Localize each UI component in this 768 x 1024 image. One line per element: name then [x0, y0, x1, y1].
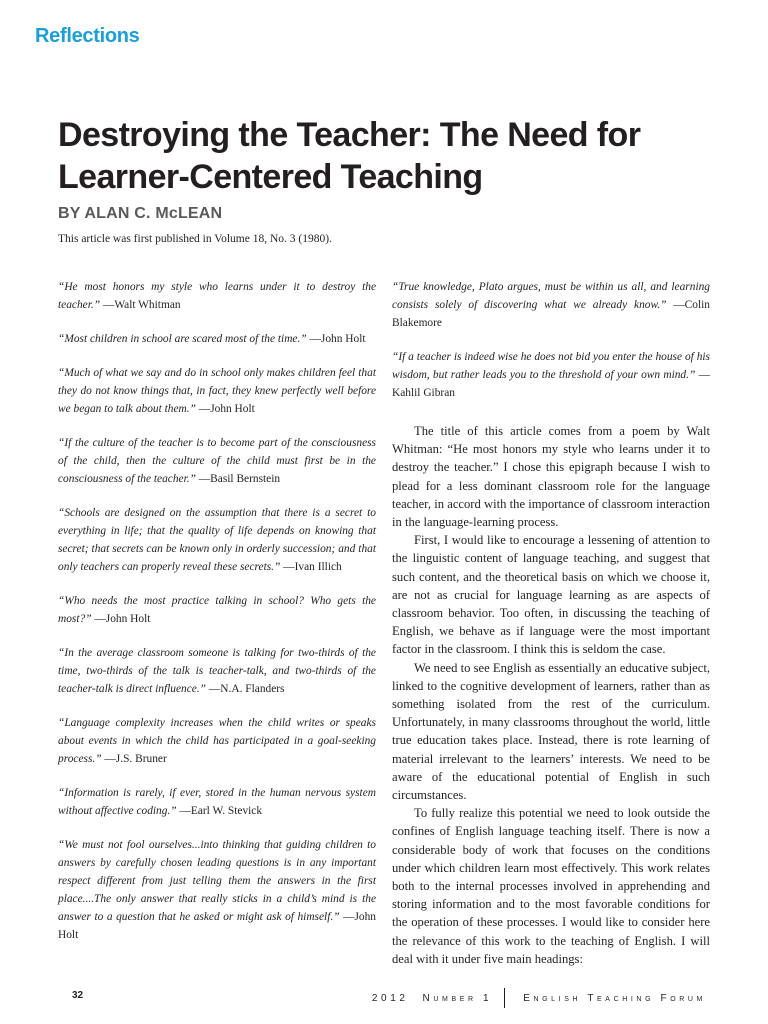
epigraph: [58, 364, 376, 418]
epigraph-attribution: —John Holt: [195, 403, 255, 415]
body-paragraph: First, I would like to encourage a lessening of attention to the linguistic content of language teaching, and suggest that such content, and the theoretical basis on which we choose it, are not as crucial for language learning as are aspects of classroom behavior. Too often, in discussing the teaching of English, we behave as if language were the most important factor in the classroom. I think this is seldom the case.: [392, 533, 710, 657]
epigraph: [58, 714, 376, 768]
epigraph-text: “True knowledge, Plato argues, must be within us all, and learning consists solely of discovering what we already know.”: [392, 281, 710, 311]
epigraph-attribution: —John Holt: [58, 911, 376, 941]
epigraph-text: “If the culture of the teacher is to become part of the consciousness of the child, then the culture of the child must first be in the consciousness of the teacher.”: [58, 437, 376, 485]
epigraph: [58, 434, 376, 488]
epigraph-attribution: —Kahlil Gibran: [392, 369, 710, 399]
epigraph-attribution: —Ivan Illich: [280, 561, 342, 573]
epigraph-attribution: —Basil Bernstein: [195, 473, 281, 485]
footer-divider: [504, 988, 505, 1008]
epigraph-attribution: —Walt Whitman: [100, 299, 181, 311]
left-column: [58, 278, 376, 960]
epigraph-text: “Much of what we say and do in school only makes children feel that they do not know things that, in fact, they knew perfectly well before we began to talk about them.”: [58, 367, 376, 415]
byline: BY ALAN C. McLEAN: [58, 205, 223, 222]
page-number: 32: [72, 990, 84, 1001]
epigraph-text: “In the average classroom someone is talking for two-thirds of the time, two-thirds of the talk is teacher-talk, and two-thirds of the teacher-talk is direct influence.”: [58, 647, 376, 695]
epigraph-text: “Information is rarely, if ever, stored in the human nervous system without affective coding.”: [58, 787, 376, 817]
epigraph: [58, 592, 376, 628]
body-paragraph: The title of this article comes from a poem by Walt Whitman: “He most honors my style who learns under it to destroy the teacher.” I chose this epigraph because I wish to plead for a less dominant classroom role for the language teacher, in accord with the importance of classroom interaction in the language-learning process.: [392, 424, 710, 530]
article-title: Destroying the Teacher: The Need for Learner-Centered Teaching: [58, 116, 641, 196]
epigraph-attribution: —John Holt: [91, 613, 151, 625]
epigraph: [392, 348, 710, 402]
footer-journal: English Teaching Forum: [523, 992, 706, 1004]
epigraph-attribution: —Earl W. Stevick: [176, 805, 263, 817]
epigraph: [392, 278, 710, 332]
publication-note: This article was first published in Volume 18, No. 3 (1980).: [58, 233, 332, 245]
epigraph-attribution: —N.A. Flanders: [206, 683, 285, 695]
epigraph-text: “Who needs the most practice talking in school? Who gets the most?”: [58, 595, 376, 625]
section-label: Reflections: [35, 25, 140, 47]
article-body: [392, 422, 710, 968]
epigraph-text: “He most honors my style who learns under it to destroy the teacher.”: [58, 281, 376, 311]
epigraph: [58, 836, 376, 944]
epigraph-text: “Most children in school are scared most of the time.”: [58, 333, 307, 345]
epigraph-text: “We must not fool ourselves...into thinking that guiding children to answers by carefully chosen leading questions is in any important respect different from just telling them the answers in the first place....The only answer that really sticks in a child’s mind is the answer to a question that he asked or might ask of himself.”: [58, 839, 376, 923]
footer-publication-info: [372, 988, 706, 1008]
page-footer: [0, 990, 768, 1020]
right-column: [392, 278, 710, 968]
epigraph-text: “If a teacher is indeed wise he does not bid you enter the house of his wisdom, but rather leads you to the threshold of your own mind.”: [392, 351, 710, 381]
footer-year: 2012: [371, 992, 409, 1004]
body-paragraph: We need to see English as essentially an educative subject, linked to the cognitive development of learners, rather than as something isolated from the rest of the curriculum. Unfortunately, in many classrooms throughout the world, little true education takes place. Instead, there is rote learning of material irrelevant to the learners’ interests. We need to be aware of the educational potential of English in such circumstances.: [392, 660, 710, 803]
epigraph-text: “Schools are designed on the assumption that there is a secret to everything in life; that the quality of life depends on knowing that secret; that secrets can be known only in orderly succession; and that only teachers can properly reveal these secrets.”: [58, 507, 376, 573]
epigraph-attribution: —Colin Blakemore: [392, 299, 710, 329]
epigraph: [58, 504, 376, 576]
epigraph: [58, 330, 376, 348]
epigraph-attribution: —John Holt: [306, 333, 366, 345]
footer-issue: Number 1: [422, 992, 493, 1004]
epigraph: [58, 278, 376, 314]
epigraph-attribution: —J.S. Bruner: [101, 753, 167, 765]
epigraph: [58, 644, 376, 698]
epigraph-text: “Language complexity increases when the child writes or speaks about events in which the child has participated in a goal-seeking process.”: [58, 717, 376, 765]
epigraph: [58, 784, 376, 820]
body-paragraph: To fully realize this potential we need to look outside the confines of English language teaching itself. There is now a considerable body of work that focuses on the conditions under which children learn most effectively. This work relates both to the internal processes involved in apprehending and storing information and to the most favorable conditions for the operation of these processes. I would like to consider here the relevance of this work to the teaching of English. I will deal with it under five main headings:: [392, 806, 710, 966]
